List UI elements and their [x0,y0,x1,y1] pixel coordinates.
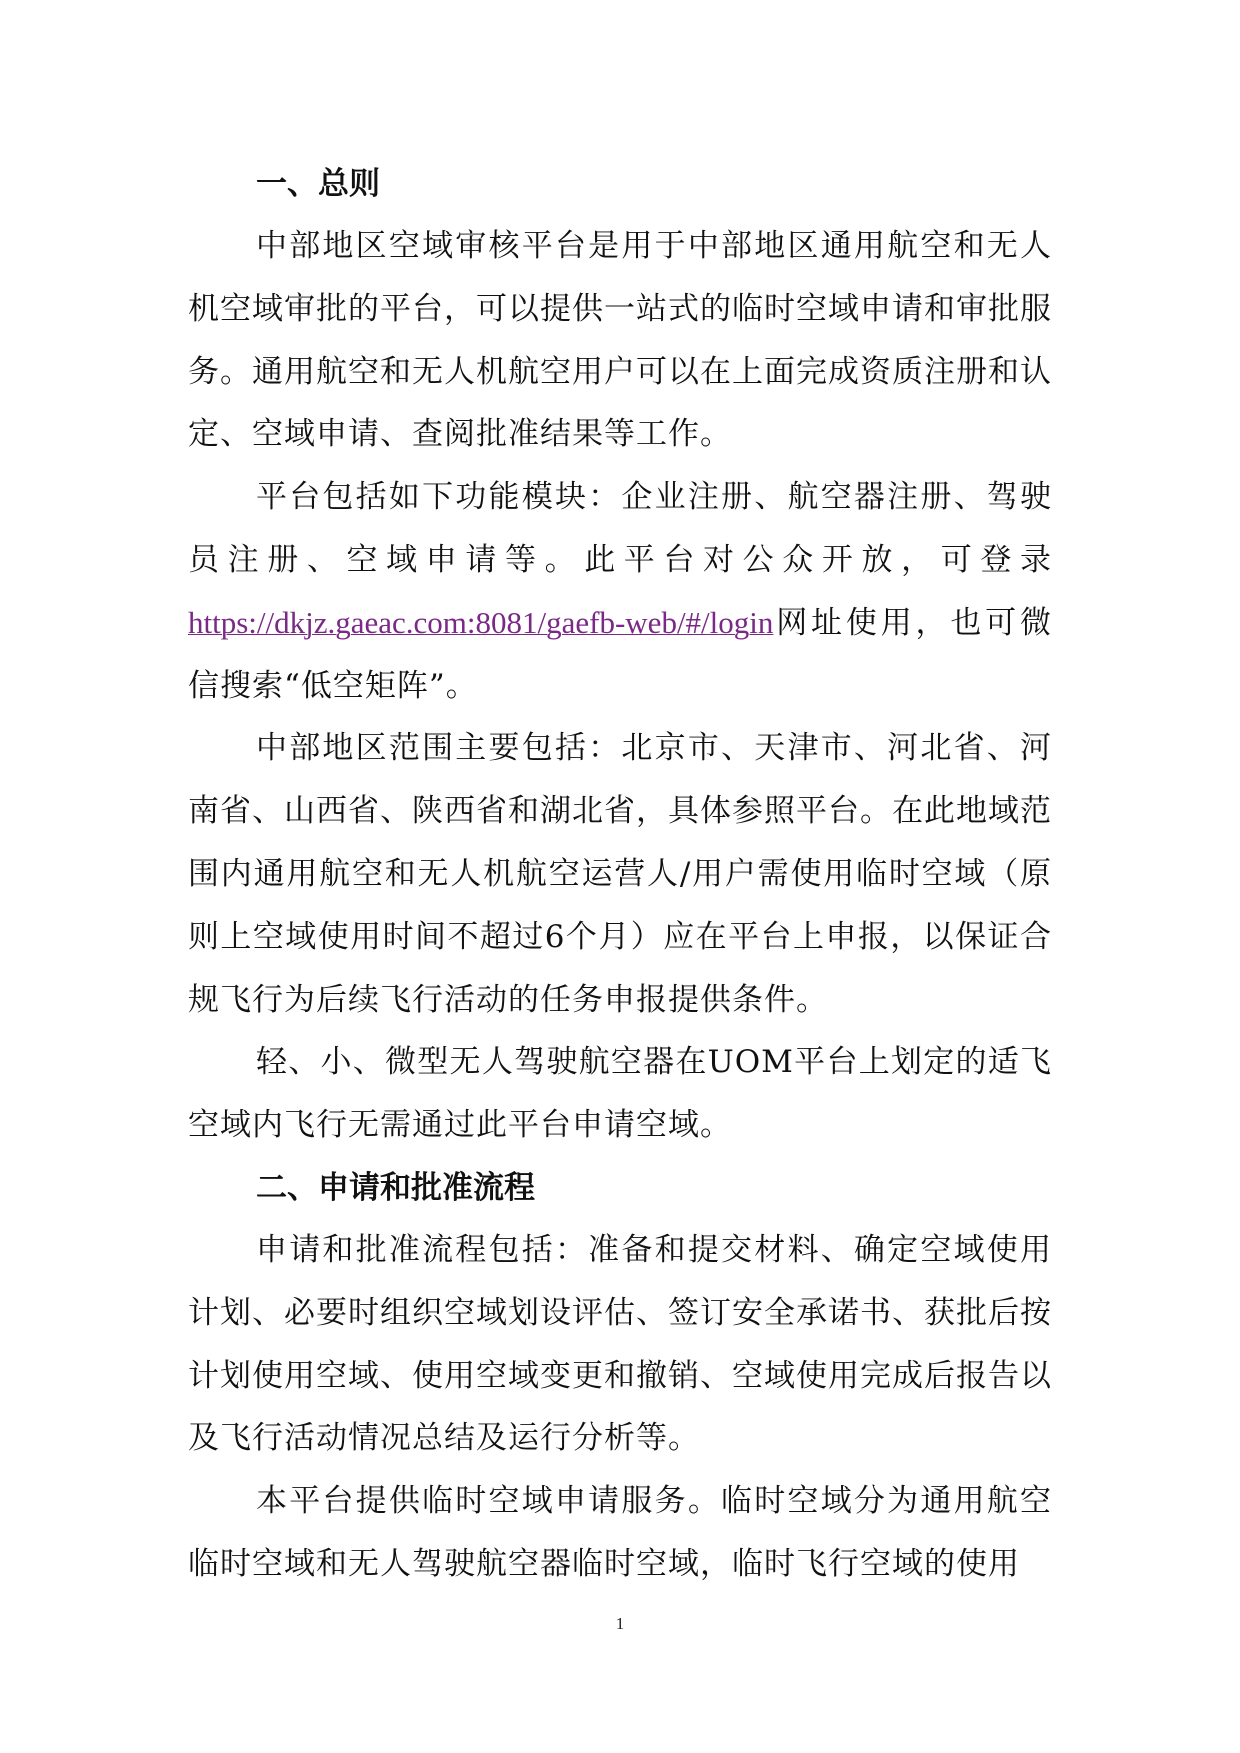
section-heading-process: 二、申请和批准流程 [256,1169,535,1206]
paragraph-region-scope: 中部地区范围主要包括：北京市、天津市、河北省、河南省、山西省、陕西省和湖北省，具体参照平台。在此地域范围内通用航空和无人机航空运营人/用户需使用临时空域（原则上空域使用时间不超过6个月）应在平台上申报，以保证合规飞行为后续飞行活动的任务申报提供条件。 [188,730,1052,1018]
paragraph-temporary-airspace: 本平台提供临时空域申请服务。临时空域分为通用航空临时空域和无人驾驶航空器临时空域，临时飞行空域的使用 [188,1483,1052,1582]
paragraph-platform-intro: 中部地区空域审核平台是用于中部地区通用航空和无人机空域审批的平台，可以提供一站式的临时空域申请和审批服务。通用航空和无人机航空用户可以在上面完成资质注册和认定、空域申请、查阅批准结果等工作。 [188,228,1052,453]
paragraph-uom-exemption: 轻、小、微型无人驾驶航空器在UOM平台上划定的适飞空域内飞行无需通过此平台申请空域。 [188,1044,1052,1144]
paragraph-text-after-link: 网址使用，也可微信搜索“低空矩阵”。 [188,604,1052,704]
section-heading-general: 一、总则 [256,166,380,202]
paragraph-process-steps: 申请和批准流程包括：准备和提交材料、确定空域使用计划、必要时组织空域划设评估、签订安全承诺书、获批后按计划使用空域、使用空域变更和撤销、空域使用完成后报告以及飞行活动情况总结及运行分析等。 [188,1231,1052,1457]
login-link[interactable]: https://dkjz.gaeac.com:8081/gaefb-web/#/login [188,604,774,640]
page-number: 1 [615,1614,625,1633]
document-body [188,153,1052,1596]
paragraph-platform-modules [188,466,1052,717]
paragraph-text-before-link: 平台包括如下功能模块：企业注册、航空器注册、驾驶员注册、空域申请等。此平台对公众开放，可登录 [188,479,1052,578]
